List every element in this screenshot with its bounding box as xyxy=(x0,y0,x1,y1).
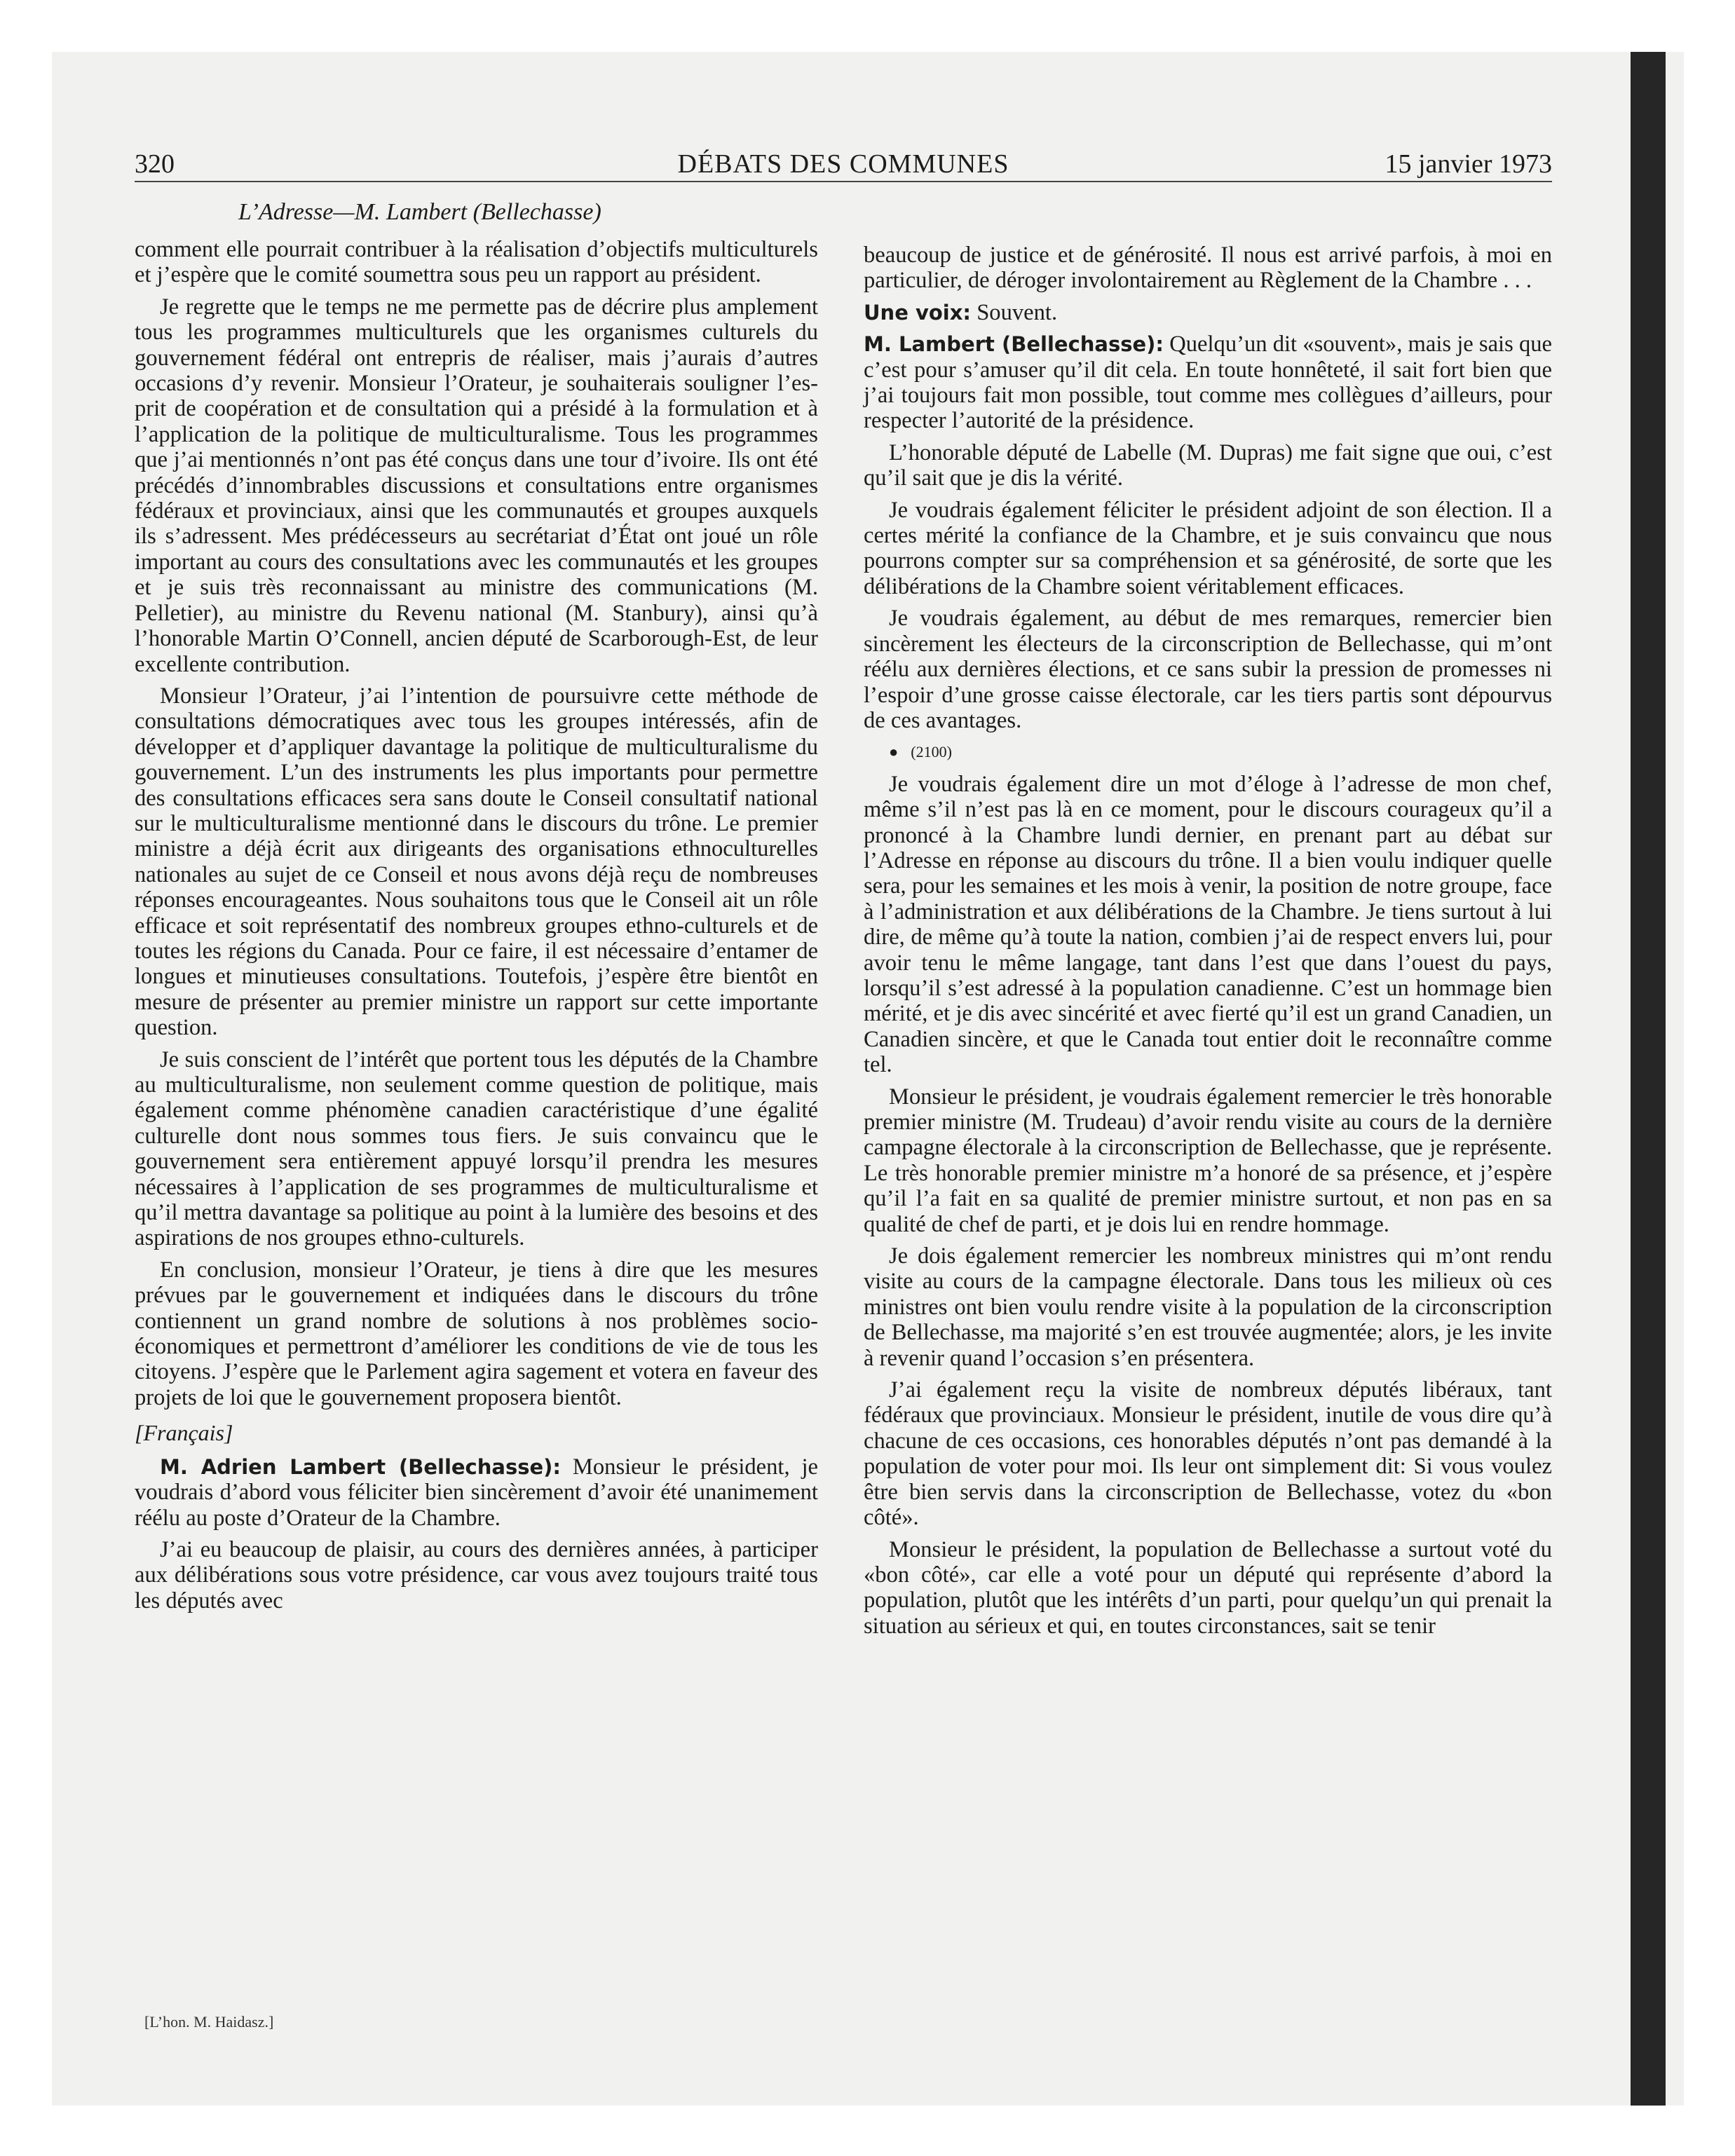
paragraph: Monsieur l’Orateur, j’ai l’intention de poursuivre cette méthode de consultations démocratiques avec tous les groupes intéressés, afin de développer et d’appliquer davantage la politique de multiculturalisme du gouvernement. L’un des instruments les plus importants pour permettre des consultations efficaces sera sans doute le Conseil consultatif national sur le multiculturalisme mentionné dans le discours du trône. Le premier ministre a déjà écrit aux dirigeants des organisations ethnoculturelles nationales au sujet de ce Conseil et nous avons déjà reçu de nombreuses réponses encourageantes. Nous souhaitons tous que le Conseil ait un rôle efficace et soit représentatif des nombreux groupes ethno-culturels et de toutes les régions du Canada. Pour ce faire, il est nécessaire d’entamer de longues et minutieuses consultations. Toutefois, j’espère être bientôt en mesure de présenter au premier ministre un rapport sur cette importante question. xyxy=(135,683,818,1041)
paragraph: beaucoup de justice et de générosité. Il nous est arrivé parfois, à moi en particulier, de déroger involontairement au Règlement de la Chambre . . . xyxy=(864,243,1552,294)
speech-text: Souvent. xyxy=(977,299,1058,325)
paragraph: comment elle pourrait contribuer à la réalisation d’objectifs multiculturels et j’espère que le comité soumettra sous peu un rapport au président. xyxy=(135,237,818,288)
page-number: 320 xyxy=(135,149,175,179)
speaker-name: Une voix: xyxy=(864,300,972,325)
paragraph: Je voudrais également, au début de mes remarques, remercier bien sincèrement les électeurs de la circonscription de Bellechasse, qui m’ont réélu aux dernières élections, et ce sans subir la pression de promesses ni l’espoir d’une grosse caisse électorale, car les tiers partis sont dépourvus de ces avantages. xyxy=(864,606,1552,733)
paragraph: Je regrette que le temps ne me permette pas de décrire plus amplement tous les programmes multiculturels que les organismes culturels du gouvernement fédéral ont entrepris de réaliser, mais j’aurais d’autres occasions d’y revenir. Monsieur l’Orateur, je souhaiterais souligner l’esprit de coopération et de consultation qui a présidé à la formulation et à l’application de la politique de multiculturalisme. Tous les programmes que j’ai mentionnés n’ont pas été conçus dans une tour d’ivoire. Ils ont été précédés d’innombrables discussions et consultations entre organismes fédéraux et provinciaux, ainsi que les communautés et groupes auxquels ils s’adressent. Mes prédécesseurs au secrétariat d’État ont joué un rôle important au cours des consultations avec les communautés et les groupes et je suis très reconnaissant au ministre des communications (M. Pelletier), au ministre du Revenu national (M. Stanbury), ainsi qu’à l’honorable Martin O’Connell, ancien député de Scarborough-Est, de leur excellente contribution. xyxy=(135,294,818,677)
paragraph: Je voudrais également féliciter le président adjoint de son élection. Il a certes mérité la confiance de la Chambre, et je suis convaincu que nous pourrons compter sur sa compréhension et sa générosité, de sorte que les délibérations de la Chambre soient véritablement efficaces. xyxy=(864,497,1552,599)
bullet-icon: ● xyxy=(889,743,899,761)
page-header xyxy=(135,146,1552,182)
issue-date: 15 janvier 1973 xyxy=(1384,149,1552,179)
running-head: L’Adresse—M. Lambert (Bellechasse) xyxy=(238,199,601,225)
language-tag: [Français] xyxy=(135,1420,233,1446)
scan-edge xyxy=(1631,52,1666,2106)
speech-text: Monsieur le président, je voudrais d’abord vous féliciter bien sincèrement d’avoir été unanimement réélu au poste d’Orateur de la Chambre. xyxy=(135,1454,818,1531)
time-marker xyxy=(864,739,1552,765)
speech-paragraph xyxy=(864,300,1552,325)
left-column xyxy=(135,237,818,1620)
paragraph: Je suis conscient de l’intérêt que portent tous les députés de la Chambre au multiculturalisme, non seulement comme question de politique, mais également comme phénomène canadien caractéristique d’une égalité culturelle dont nous sommes tous fiers. Je suis convaincu que le gouvernement sera entièrement appuyé lorsqu’il prendra les mesures nécessaires à l’application de ses programmes de multiculturalisme et qu’il mettra davantage sa politique au point à la lumière des besoins et des aspirations de nos groupes ethno-culturels. xyxy=(135,1046,818,1251)
speech-text: Quelqu’un dit «souvent», mais je sais que c’est pour s’amuser qu’il dit cela. En toute honnêteté, il sait fort bien que j’ai toujours fait mon possible, tout comme mes collègues d’ailleurs, pour respecter l’autorité de la présidence. xyxy=(864,332,1552,434)
paragraph: En conclusion, monsieur l’Orateur, je tiens à dire que les mesures prévues par le gouvernement et indiquées dans le discours du trône contiennent un grand nombre de solutions à nos problèmes socio-économiques et permettront d’améliorer les conditions de vie de tous les citoyens. J’espère que le Parlement agira sagement et votera en faveur des projets de loi que le gouvernement proposera bientôt. xyxy=(135,1257,818,1410)
publication-title: DÉBATS DES COMMUNES xyxy=(677,149,1009,179)
speech-paragraph xyxy=(135,1454,818,1531)
footnote: [L’hon. M. Haidasz.] xyxy=(144,2013,274,2031)
right-column xyxy=(864,243,1552,1645)
speaker-name: M. Lambert (Bellechasse): xyxy=(864,332,1164,357)
paragraph: J’ai également reçu la visite de nombreux députés libéraux, tant fédéraux que provinciaux. Monsieur le président, inutile de vous dire qu’à chacune de ces occasions, ces honorables députés n’ont pas demandé à la population de voter pour moi. Ils leur ont simplement dit: Si vous voulez être bien servis dans la circonscription de Bellechasse, votez du «bon côté». xyxy=(864,1377,1552,1531)
paragraph: Monsieur le président, je voudrais également remercier le très honorable premier ministre (M. Trudeau) d’avoir rendu visite au cours de la dernière campagne électorale à la circonscription de Bellechasse, que je représente. Le très honorable premier ministre m’a honoré de sa présence, et j’espère qu’il l’a fait en sa qualité de premier ministre surtout, et non pas en sa qualité de chef de parti, et je dois lui en rendre hommage. xyxy=(864,1084,1552,1237)
paragraph: Je voudrais également dire un mot d’éloge à l’adresse de mon chef, même s’il n’est pas là en ce moment, pour le discours courageux qu’il a prononcé à la Chambre lundi dernier, en prenant part au débat sur l’Adresse en réponse au discours du trône. Il a bien voulu indiquer quelle sera, pour les semaines et les mois à venir, la position de notre groupe, face à l’administration et aux délibérations de la Chambre. Je tiens surtout à lui dire, de même qu’à toute la nation, combien j’ai de respect envers lui, pour avoir tenu le même langage, tant dans l’est que dans l’ouest du pays, lorsqu’il s’est adressé à la population canadienne. C’est un hommage bien mérité, et je dis avec sincérité et avec fierté qu’il est un grand Canadien, un Canadien sincère, et que le Canada tout entier doit le reconnaître comme tel. xyxy=(864,771,1552,1078)
paragraph: L’honorable député de Labelle (M. Dupras) me fait signe que oui, c’est qu’il sait que je dis la vérité. xyxy=(864,439,1552,491)
paragraph: Monsieur le président, la population de Bellechasse a surtout voté du «bon côté», car elle a voté pour un député qui représente d’abord la population, plutôt que les intérêts d’un parti, pour quelqu’un qui prenait la situation au sérieux et qui, en toutes circonstances, sait se tenir xyxy=(864,1536,1552,1639)
paragraph: J’ai eu beaucoup de plaisir, au cours des dernières années, à participer aux délibérations sous votre présidence, car vous avez toujours traité tous les députés avec xyxy=(135,1536,818,1613)
time-marker-text: (2100) xyxy=(911,743,952,761)
paragraph: Je dois également remercier les nombreux ministres qui m’ont rendu visite au cours de la campagne électorale. Dans tous les milieux où ces ministres ont bien voulu rendre visite à la population de la circonscription de Bellechasse, ma majorité s’en est trouvée augmentée; alors, je les invite à revenir quand l’occasion s’en présentera. xyxy=(864,1243,1552,1371)
speaker-name: M. Adrien Lambert (Bellechasse): xyxy=(160,1454,562,1479)
speech-paragraph xyxy=(864,332,1552,434)
